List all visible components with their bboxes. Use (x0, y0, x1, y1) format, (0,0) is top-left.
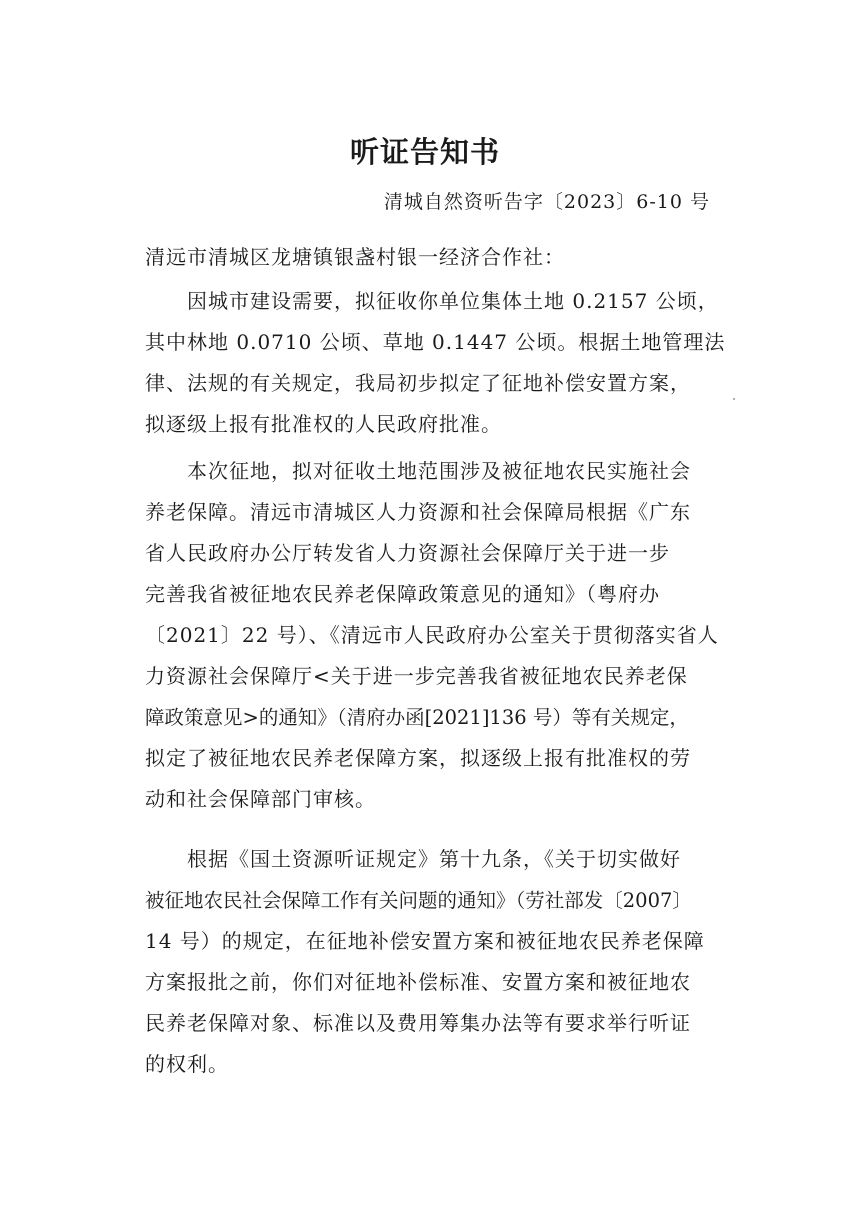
text-line: 拟逐级上报有批准权的人民政府批准。 (145, 412, 502, 436)
document-number: 清城自然资听告字〔2023〕6-10 号 (383, 191, 710, 213)
text-line: 养老保障。清远市清城区人力资源和社会保障局根据《广东 (145, 500, 691, 524)
text-line: 其中林地 0.0710 公顷、草地 0.1447 公顷。根据土地管理法 (145, 330, 726, 354)
paragraph-hearing-rights (145, 839, 720, 1085)
text-line: 〔2021〕22 号）、《清远市人民政府办公室关于贯彻落实省人 (145, 623, 719, 647)
text-line: 方案报批之前，你们对征地补偿标准、安置方案和被征地农 (145, 970, 691, 994)
text-line: 障政策意见>的通知》（清府办函[2021]136 号）等有关规定， (145, 706, 689, 729)
text-line: 被征地农民社会保障工作有关问题的通知》（劳社部发〔2007〕 (145, 889, 692, 912)
scan-speck (733, 398, 735, 400)
paragraph-expropriation-notice (145, 281, 726, 445)
text-line: 民养老保障对象、标准以及费用筹集办法等有要求举行听证 (145, 1011, 691, 1035)
text-line: 律、法规的有关规定，我局初步拟定了征地补偿安置方案， (145, 371, 691, 395)
text-line: 省人民政府办公厅转发省人力资源社会保障厅关于进一步 (145, 541, 670, 565)
text-line: 因城市建设需要，拟征收你单位集体土地 0.2157 公顷， (145, 289, 719, 313)
text-line: 14 号）的规定，在征地补偿安置方案和被征地农民养老保障 (145, 929, 705, 953)
document-title: 听证告知书 (349, 135, 500, 169)
text-line: 的权利。 (145, 1052, 229, 1076)
text-line: 拟定了被征地农民养老保障方案，拟逐级上报有批准权的劳 (145, 746, 691, 770)
text-line: 力资源社会保障厅<关于进一步完善我省被征地农民养老保 (145, 664, 688, 688)
recipient-line: 清远市清城区龙塘镇银盏村银一经济合作社： (145, 245, 565, 269)
text-line: 动和社会保障部门审核。 (145, 787, 376, 811)
text-line: 本次征地，拟对征收土地范围涉及被征地农民实施社会 (145, 459, 691, 483)
paragraph-pension-scheme (145, 451, 720, 820)
text-line: 根据《国土资源听证规定》第十九条，《关于切实做好 (145, 847, 681, 871)
text-line: 完善我省被征地农民养老保障政策意见的通知》（粤府办 (145, 582, 660, 606)
